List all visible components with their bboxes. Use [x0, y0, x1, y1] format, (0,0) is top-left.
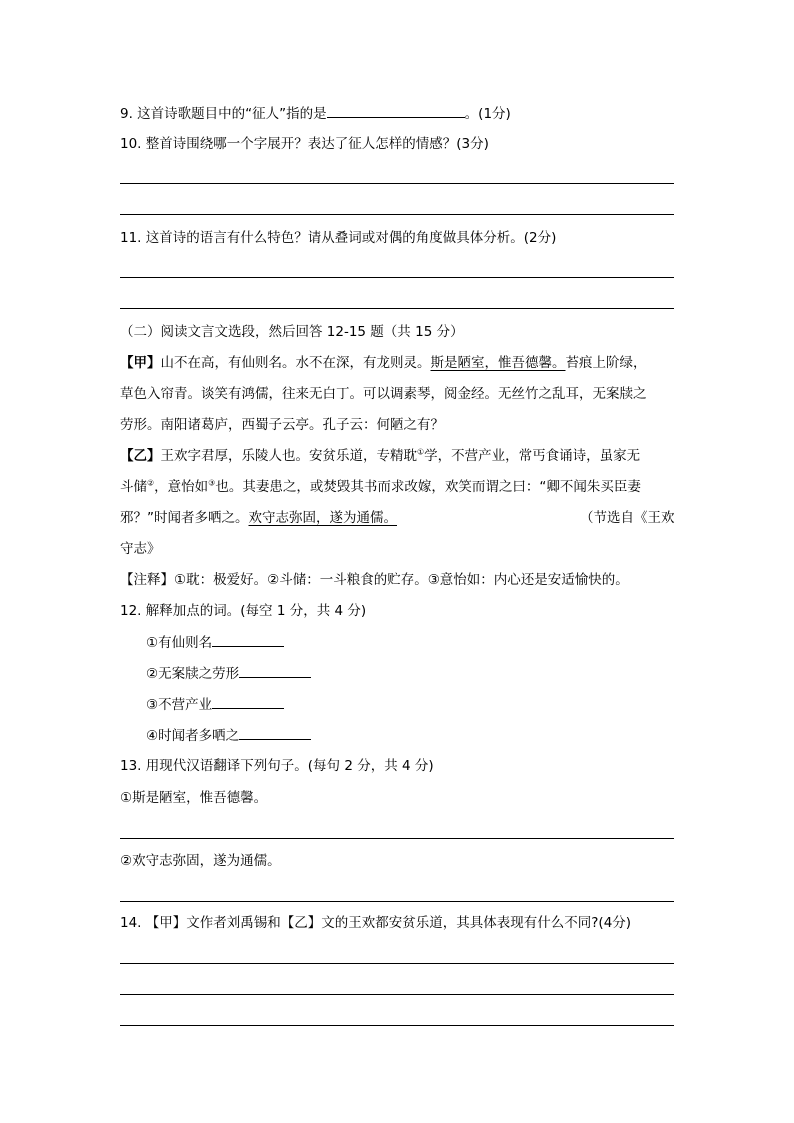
- answer-line-q14-2[interactable]: [120, 994, 674, 995]
- question-11: 11. 这首诗的语言有什么特色？请从叠词或对偶的角度做具体分析。(2分): [120, 230, 557, 246]
- answer-line-q10-2[interactable]: [120, 214, 674, 215]
- passage-yi-text: 学，不营产业，常丐食诵诗，虽家无: [424, 448, 641, 464]
- passage-jia-tag: 【甲】: [120, 355, 161, 371]
- annotation-notes: 【注释】①耽：极爱好。②斗储：一斗粮食的贮存。③意怡如：内心还是安适愉快的。: [120, 572, 629, 588]
- passage-yi-underlined: 欢守志弥固，遂为通儒。: [248, 510, 397, 526]
- source-note: （节选自《王欢: [580, 510, 675, 526]
- q12-item-label: ④时闻者多哂之: [146, 728, 240, 744]
- passage-jia-line-3: 劳形。南阳诸葛庐，西蜀子云亭。孔子云：何陋之有？: [120, 417, 444, 433]
- passage-yi-text: 王欢字君厚，乐陵人也。安贫乐道，专精耽: [160, 448, 417, 464]
- answer-line-q13-1[interactable]: [120, 838, 674, 839]
- passage-yi-line-1: [120, 446, 640, 466]
- footnote-marker-1: ①: [417, 447, 425, 457]
- question-9-text: 9. 这首诗歌题目中的“征人”指的是: [120, 106, 327, 122]
- passage-yi-text: 也。其妻患之，或焚毁其书而求改嫁，欢笑而谓之曰：“卿不闻朱买臣妻: [215, 479, 641, 495]
- answer-blank-q12-2[interactable]: [239, 663, 311, 678]
- passage-jia-text: 苔痕上阶绿，: [565, 355, 647, 371]
- question-12: 12. 解释加点的词。(每空 1 分，共 4 分): [120, 603, 367, 619]
- passage-yi-line-2: [120, 477, 641, 497]
- answer-blank-q12-3[interactable]: [212, 694, 284, 709]
- q12-item-1: [146, 632, 284, 653]
- answer-line-q13-2[interactable]: [120, 901, 674, 902]
- source-note-cont: 守志》: [120, 541, 161, 557]
- passage-yi-tag: 【乙】: [120, 448, 161, 464]
- q12-item-label: ②无案牍之劳形: [146, 666, 240, 682]
- answer-line-q11-1[interactable]: [120, 277, 674, 278]
- answer-blank-q12-4[interactable]: [239, 725, 311, 740]
- question-9-points: 。(1分): [464, 106, 511, 122]
- passage-jia-text: 山不在高，有仙则名。水不在深，有龙则灵。: [160, 355, 431, 371]
- section-2-heading: （二）阅读文言文选段，然后回答 12-15 题（共 15 分）: [120, 324, 464, 340]
- q12-item-2: [146, 663, 311, 684]
- passage-yi-text: ，意怡如: [154, 479, 209, 495]
- q12-item-3: [146, 694, 284, 715]
- question-14: 14. 【甲】文作者刘禹锡和【乙】文的王欢都安贫乐道，其具体表现有什么不同?(4分): [120, 915, 632, 931]
- answer-blank-q12-1[interactable]: [212, 632, 284, 647]
- answer-line-q14-1[interactable]: [120, 963, 674, 964]
- question-13: 13. 用现代汉语翻译下列句子。(每句 2 分，共 4 分): [120, 758, 434, 774]
- q12-item-label: ①有仙则名: [146, 635, 213, 651]
- passage-yi-text: 斗储: [120, 479, 147, 495]
- passage-jia-line-2: 草色入帘青。谈笑有鸿儒，往来无白丁。可以调素琴，阅金经。无丝竹之乱耳，无案牍之: [120, 386, 647, 402]
- q12-item-label: ③不营产业: [146, 697, 213, 713]
- answer-line-q10-1[interactable]: [120, 183, 674, 184]
- passage-jia-underlined: 斯是陋室，惟吾德馨。: [430, 355, 566, 371]
- question-9: [120, 103, 511, 124]
- answer-blank-q9[interactable]: [327, 103, 465, 118]
- answer-line-q11-2[interactable]: [120, 308, 674, 309]
- answer-line-q14-3[interactable]: [120, 1025, 674, 1026]
- question-10: 10. 整首诗围绕哪一个字展开？表达了征人怎样的情感？(3分): [120, 136, 489, 152]
- passage-yi-text: 邪？”时闻者多哂之。: [120, 510, 249, 526]
- passage-jia-line-1: [120, 353, 647, 373]
- footnote-marker-2: ②: [147, 478, 155, 488]
- q12-item-4: [146, 725, 311, 746]
- q13-sentence-1: ①斯是陋室，惟吾德馨。: [120, 790, 268, 806]
- passage-yi-line-3: [120, 508, 397, 528]
- footnote-marker-3: ③: [208, 478, 216, 488]
- q13-sentence-2: ②欢守志弥固，遂为通儒。: [120, 853, 281, 869]
